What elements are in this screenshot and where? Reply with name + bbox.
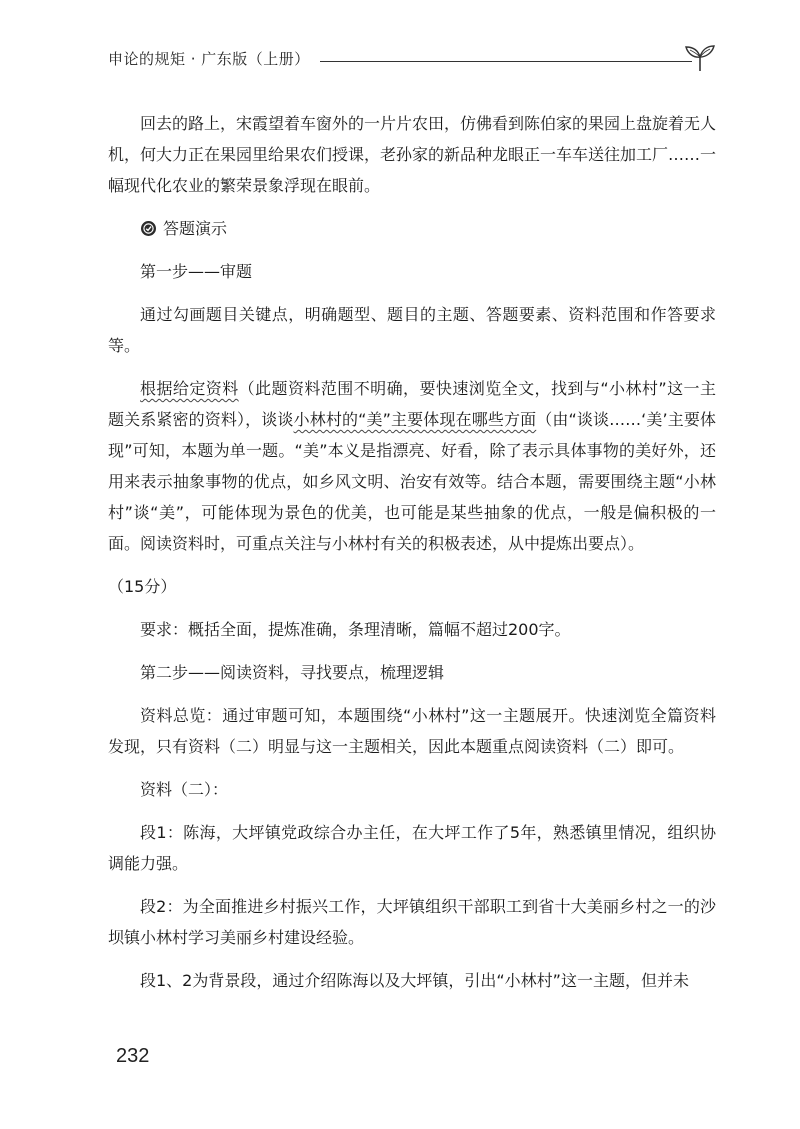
segment-2-paragraph: 段2：为全面推进乡村振兴工作，大坪镇组织干部职工到省十大美丽乡村之一的沙坝镇小林村学习美丽乡村建设经验。 — [108, 897, 716, 947]
header-title: 申论的规矩 · 广东版（上册） — [108, 50, 310, 68]
story-paragraph: 回去的路上，宋霞望着车窗外的一片片农田，仿佛看到陈伯家的果园上盘旋着无人机，何大力正在果园里给果农们授课，老孙家的新品种龙眼正一车车送往加工厂……一幅现代化农业的繁荣景象浮现在眼前。 — [108, 114, 717, 195]
answer-badge-icon — [140, 220, 157, 237]
running-header — [108, 44, 708, 74]
method-paragraph: 通过勾画题目关键点，明确题型、题目的主题、答题要素、资料范围和作答要求等。 — [108, 305, 716, 355]
analysis-note-2: （由“谈谈……‘美’主要体现”可知，本题为单一题。“美”本义是指漂亮、好看，除了表示具体事物的美好外，还用来表示抽象事物的优点，如乡风文明、治安有效等。结合本题，需要围绕主题“小林村”谈“美”，可能体现为景色的优美，也可能是某些抽象的优点，一般是偏积极的一面。阅读资料时，可重点关注与小林村有关的积极表述，从中提炼出要点）。 — [108, 410, 716, 553]
segment-analysis-paragraph: 段1、2为背景段，通过介绍陈海以及大坪镇，引出“小林村”这一主题，但并未 — [140, 971, 689, 990]
body-text — [108, 108, 716, 1008]
requirements-paragraph: 要求：概括全面，提炼准确，条理清晰，篇幅不超过200字。 — [140, 620, 571, 639]
keyword-xiaolin-beauty: 小林村的“美” — [293, 410, 391, 429]
step1-heading: 第一步——审题 — [140, 262, 253, 281]
answer-heading-label: 答题演示 — [163, 219, 228, 238]
answer-heading — [108, 213, 716, 244]
header-rule — [320, 61, 692, 62]
keyword-main-aspects: 主要体现在哪些方面 — [390, 410, 537, 429]
keyword-given-materials: 根据给定资料 — [140, 379, 239, 398]
score-line: （15分） — [108, 577, 177, 596]
overview-paragraph: 资料总览：通过审题可知，本题围绕“小林村”这一主题展开。快速浏览全篇资料发现，只有资料（二）明显与这一主题相关，因此本题重点阅读资料（二）即可。 — [108, 706, 716, 756]
page-number: 232 — [116, 1045, 150, 1067]
segment-1-paragraph: 段1：陈海，大坪镇党政综合办主任，在大坪工作了5年，熟悉镇里情况，组织协调能力强。 — [108, 823, 716, 873]
step2-heading: 第二步——阅读资料，寻找要点，梳理逻辑 — [140, 663, 445, 682]
material-label: 资料（二）： — [140, 780, 229, 799]
analysis-note-1: （此题资料范围不明确，要快速浏览全文，找到与“小林村”这一主题关系紧密的资料），谈谈 — [108, 379, 716, 429]
sprout-icon — [682, 44, 718, 72]
analysis-paragraph — [108, 373, 716, 559]
